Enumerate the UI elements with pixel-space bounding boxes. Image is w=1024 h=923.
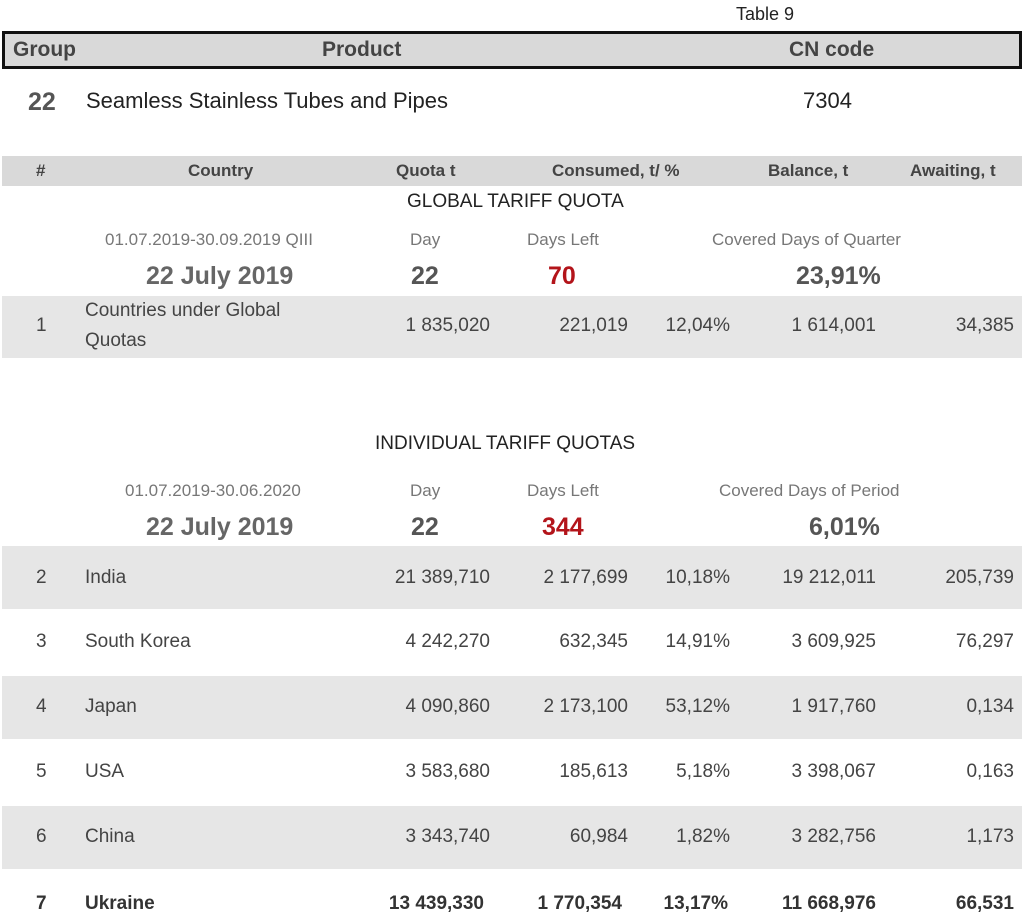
row-awaiting: 1,173 [966, 826, 1014, 847]
row-country: Japan [85, 696, 137, 717]
row-consumed-pct: 13,17% [663, 893, 728, 914]
table-row [2, 611, 1022, 674]
row-consumed: 1 770,354 [537, 893, 622, 914]
row-num: 2 [36, 567, 47, 588]
global-date: 22 July 2019 [146, 262, 294, 290]
table-row [2, 676, 1022, 739]
row-country-line2: Quotas [85, 330, 147, 351]
group-header: Group [13, 38, 76, 61]
row-quota: 13 439,330 [388, 893, 484, 914]
table-row [2, 296, 1022, 358]
col-num: # [36, 161, 46, 180]
column-header-bar [2, 156, 1022, 186]
individual-period: 01.07.2019-30.06.2020 [125, 481, 301, 500]
global-day-label: Day [410, 230, 441, 249]
row-country: India [85, 567, 127, 588]
row-quota: 4 090,860 [405, 696, 490, 717]
individual-section-title: INDIVIDUAL TARIFF QUOTAS [375, 433, 636, 454]
row-balance: 19 212,011 [782, 567, 876, 588]
row-country: USA [85, 761, 125, 782]
row-country: China [85, 826, 135, 847]
row-balance: 1 614,001 [791, 315, 876, 336]
row-quota: 3 343,740 [405, 826, 490, 847]
col-awaiting: Awaiting, t [910, 161, 996, 180]
individual-date: 22 July 2019 [146, 513, 294, 541]
row-consumed: 221,019 [559, 315, 628, 336]
row-awaiting: 0,163 [966, 761, 1014, 782]
row-consumed: 2 173,100 [543, 696, 628, 717]
row-quota: 4 242,270 [405, 631, 490, 652]
product-header: Product [322, 38, 402, 61]
row-balance: 11 668,976 [781, 893, 876, 914]
table-label: Table 9 [736, 4, 795, 24]
global-section-title: GLOBAL TARIFF QUOTA [407, 191, 624, 212]
row-num: 5 [36, 761, 47, 782]
row-balance: 3 398,067 [791, 761, 876, 782]
row-country: South Korea [85, 631, 191, 652]
row-consumed: 60,984 [569, 826, 628, 847]
individual-day-value: 22 [411, 513, 439, 541]
global-days-left-label: Days Left [527, 230, 599, 249]
row-num: 6 [36, 826, 47, 847]
row-quota: 1 835,020 [405, 315, 490, 336]
table-row [2, 806, 1022, 869]
row-num: 4 [36, 696, 47, 717]
table-row [2, 546, 1022, 609]
individual-days-left-label: Days Left [527, 481, 599, 500]
global-covered-label: Covered Days of Quarter [712, 230, 901, 249]
row-awaiting: 66,531 [955, 893, 1014, 914]
individual-covered-label: Covered Days of Period [719, 481, 900, 500]
row-consumed: 2 177,699 [543, 567, 628, 588]
row-quota: 3 583,680 [405, 761, 490, 782]
row-consumed-pct: 14,91% [665, 631, 730, 652]
col-country: Country [188, 161, 254, 180]
row-quota: 21 389,710 [394, 567, 490, 588]
row-awaiting: 0,134 [966, 696, 1014, 717]
row-consumed-pct: 53,12% [665, 696, 730, 717]
cn-code-header: CN code [789, 38, 875, 61]
col-quota: Quota t [396, 161, 456, 180]
row-country: Ukraine [85, 893, 155, 914]
table-row-total [2, 871, 1022, 923]
individual-days-left-value: 344 [542, 513, 584, 541]
global-day-value: 22 [411, 262, 439, 290]
row-consumed-pct: 5,18% [676, 761, 730, 782]
global-period: 01.07.2019-30.09.2019 QIII [105, 230, 313, 249]
row-awaiting: 205,739 [945, 567, 1014, 588]
row-balance: 1 917,760 [791, 696, 876, 717]
table-row [2, 741, 1022, 804]
product-group: 22 [28, 88, 56, 116]
global-days-left-value: 70 [548, 262, 576, 290]
row-num: 3 [36, 631, 47, 652]
individual-covered-value: 6,01% [809, 513, 880, 541]
row-consumed-pct: 12,04% [665, 315, 730, 336]
product-header-bar [2, 31, 1022, 69]
row-balance: 3 282,756 [791, 826, 876, 847]
row-balance: 3 609,925 [791, 631, 876, 652]
row-awaiting: 76,297 [955, 631, 1014, 652]
row-consumed: 632,345 [559, 631, 628, 652]
individual-day-label: Day [410, 481, 441, 500]
col-balance: Balance, t [768, 161, 849, 180]
global-covered-value: 23,91% [796, 262, 881, 290]
row-num: 7 [36, 893, 47, 914]
product-cn-code: 7304 [803, 88, 852, 113]
product-name: Seamless Stainless Tubes and Pipes [86, 88, 448, 113]
col-consumed: Consumed, t/ % [552, 161, 680, 180]
row-country-line1: Countries under Global [85, 300, 281, 321]
row-consumed: 185,613 [559, 761, 628, 782]
row-consumed-pct: 10,18% [665, 567, 730, 588]
row-awaiting: 34,385 [955, 315, 1014, 336]
row-num: 1 [36, 315, 47, 336]
row-consumed-pct: 1,82% [676, 826, 730, 847]
